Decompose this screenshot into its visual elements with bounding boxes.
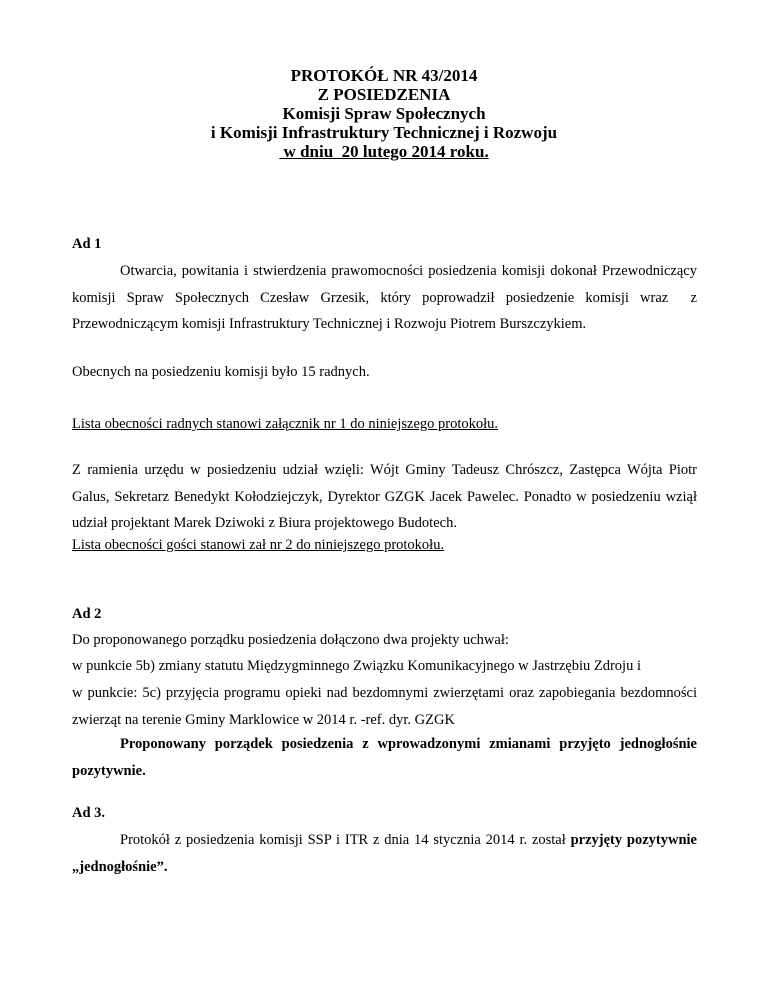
document-header (0, 66, 768, 161)
ad1-guests-note: Lista obecności gości stanowi zał nr 2 do niniejszego protokołu. (72, 537, 445, 553)
ad1-opening-paragraph: Otwarcia, powitania i stwierdzenia prawomocności posiedzenia komisji dokonał Przewodniczący komisji Spraw Społecznych Czesław Grzesik, który poprowadził posiedzenie komisji wraz z Przewodniczącym komisji Infrastruktury Technicznej i Rozwoju Piotrem Burszczykiem. (72, 263, 701, 332)
ad3-text: Protokół z posiedzenia komisji SSP i ITR z dnia 14 stycznia 2014 r. został (120, 832, 571, 848)
ad1-attendance-note: Lista obecności radnych stanowi załącznik nr 1 do niniejszego protokołu. (72, 416, 499, 432)
ad1-present-count: Obecnych na posiedzeniu komisji było 15 radnych. (72, 364, 370, 380)
ad2-point-5c: w punkcie: 5c) przyjęcia programu opieki nad bezdomnymi zwierzętami oraz zapobiegania bezdomności zwierząt na terenie Gminy Marklowice w 2014 r. -ref. dyr. GZGK (72, 685, 697, 728)
ad2-decision: Proponowany porządek posiedzenia z wprowadzonymi zmianami przyjęto jednogłośnie pozytywnie. (72, 736, 697, 779)
meeting-date: w dniu 20 lutego 2014 roku. (279, 142, 489, 161)
ad2-intro: Do proponowanego porządku posiedzenia dołączono dwa projekty uchwał: (72, 632, 509, 648)
ad3-paragraph (72, 827, 697, 880)
ad3-decision: przyjęty pozytywnie „jednogłośnie”. (72, 832, 697, 875)
protocol-number: PROTOKÓŁ NR 43/2014 (290, 66, 478, 85)
meeting-type: Z POSIEDZENIA (317, 85, 451, 104)
ad1-heading: Ad 1 (72, 236, 102, 252)
committee-infrastructure: i Komisji Infrastruktury Technicznej i Rozwoju (210, 123, 558, 142)
ad2-point-5b: w punkcie 5b) zmiany statutu Międzygminnego Związku Komunikacyjnego w Jastrzębiu Zdroju i (72, 658, 641, 674)
ad2-heading: Ad 2 (72, 606, 102, 622)
ad1-guests-paragraph: Z ramienia urzędu w posiedzeniu udział wzięli: Wójt Gminy Tadeusz Chrószcz, Zastępca Wójta Piotr Galus, Sekretarz Benedykt Kołodziejczyk, Dyrektor GZGK Jacek Pawelec. Ponadto w posiedzeniu wziął udział projektant Marek Dziwoki z Biura projektowego Budotech. (72, 462, 697, 531)
committee-social: Komisji Spraw Społecznych (282, 104, 486, 123)
ad3-heading: Ad 3. (72, 805, 106, 821)
